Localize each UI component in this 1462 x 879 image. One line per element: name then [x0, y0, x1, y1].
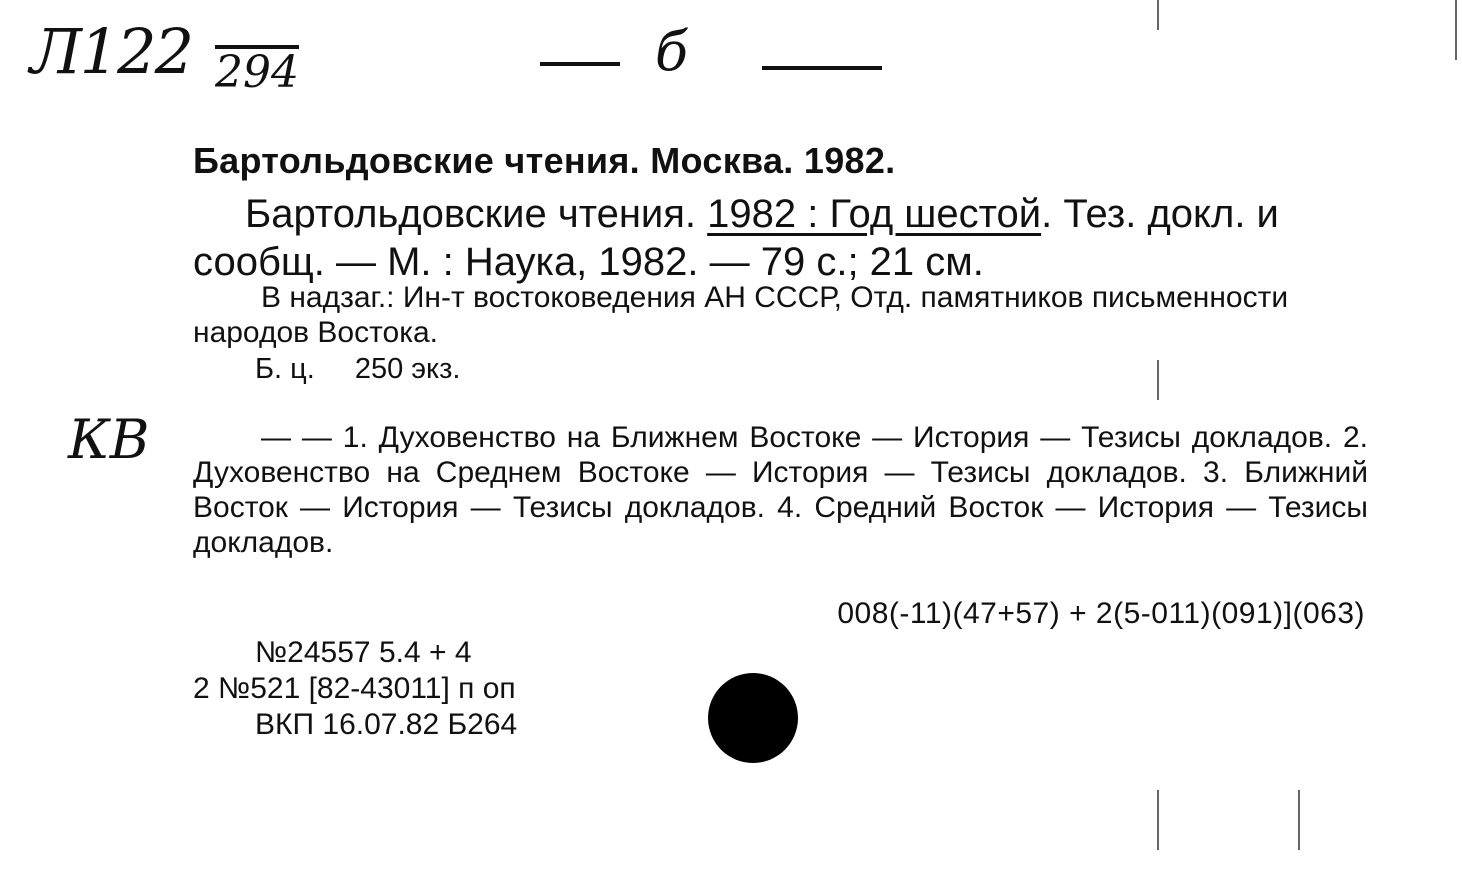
- accession-line-3: ВКП 16.07.82 Б264: [255, 708, 518, 741]
- scan-line: [1455, 0, 1457, 60]
- page-dash-left: [540, 62, 620, 66]
- copies-text: 250 экз.: [354, 353, 461, 385]
- shelf-mark-handwritten: Л122: [30, 15, 193, 88]
- accession-line-1: №24557 5.4 + 4: [255, 636, 472, 669]
- scan-line: [1157, 0, 1159, 30]
- punch-hole: [708, 673, 798, 763]
- price-line: [255, 353, 500, 386]
- note-text: В надзаг.: Ин-т востоковедения АН СССР, Отд. памятников письменности народов Востока.: [193, 281, 1289, 349]
- title-rest: . Тез. докл. и сообщ. — М. : Наука, 1982. — 79 с.; 21 см.: [193, 192, 1279, 284]
- page-dash-right: [762, 66, 882, 70]
- title-start: Бартольдовские чтения.: [245, 192, 708, 236]
- scan-line: [1157, 790, 1159, 850]
- classification-index: 008(-11)(47+57) + 2(5-011)(091)](063): [837, 597, 1365, 630]
- scan-line: [1298, 790, 1300, 850]
- accession-info: [193, 635, 517, 743]
- title-underlined: 1982 : Год шестой: [707, 192, 1042, 236]
- page-mark-handwritten: б: [655, 20, 688, 83]
- accession-line-2: 2 №521 [82-43011] п оп: [193, 672, 516, 705]
- card-heading: Бартольдовские чтения. Москва. 1982.: [193, 140, 896, 181]
- subject-mark-handwritten: КВ: [68, 408, 150, 471]
- price-text: Б. ц.: [255, 353, 315, 385]
- scan-line: [1157, 360, 1159, 400]
- bibliographic-description: [193, 190, 1368, 286]
- shelf-sub-handwritten: 294: [215, 47, 299, 98]
- subject-headings: — — 1. Духовенство на Ближнем Востоке — История — Тезисы докладов. 2. Духовенство на Среднем Востоке — История — Тезисы докладов. 3. Ближний Восток — История — Тезисы докладов. 4. Средний Восток — История — Тезисы докладов.: [193, 421, 1368, 559]
